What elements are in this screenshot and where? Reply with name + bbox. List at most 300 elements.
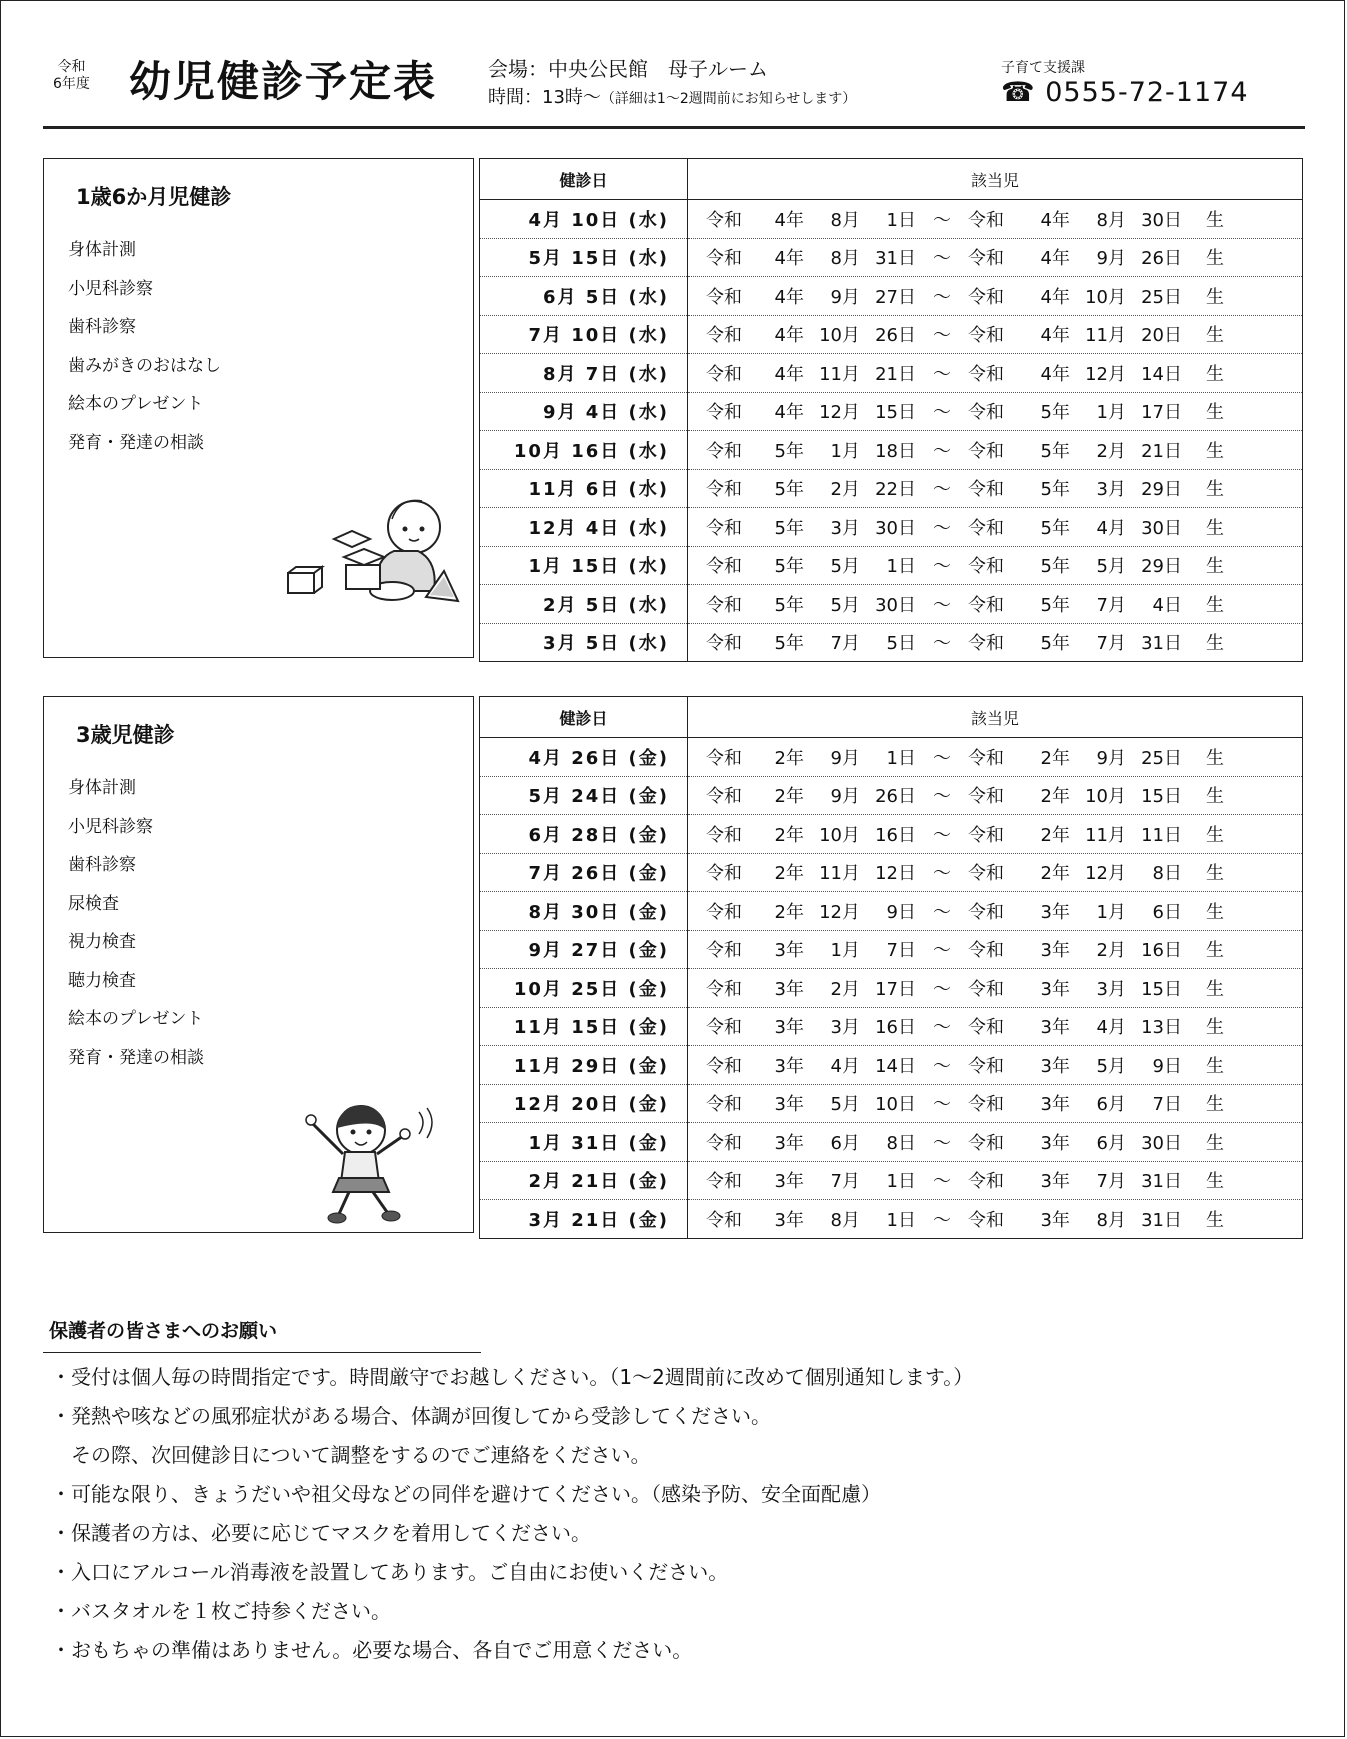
phone-number: 0555-72-1174: [1045, 77, 1249, 108]
from-part: 令和: [706, 1132, 742, 1154]
from-part: 3年: [774, 1094, 804, 1116]
department-label: 子育て支援課: [1001, 60, 1085, 76]
checkup-item: 小児科診察: [68, 816, 153, 837]
from-part: 令和: [706, 517, 742, 539]
range-separator: ～: [933, 978, 951, 1000]
eligible-range: [706, 1013, 1302, 1039]
from-part: 5日: [886, 633, 916, 655]
range-separator: ～: [933, 517, 951, 539]
from-part: 2年: [774, 901, 804, 923]
from-part: 2年: [774, 863, 804, 885]
eligible-range-cell: [688, 892, 1303, 931]
to-part: 17日: [1141, 402, 1182, 424]
range-separator: ～: [933, 479, 951, 501]
checkup-date-cell: 8月 7日 (水): [480, 354, 688, 393]
from-part: 令和: [706, 940, 742, 962]
phone-icon: ☎: [1001, 77, 1036, 108]
from-part: 10月: [819, 325, 860, 347]
table-row: [480, 815, 1303, 854]
year-label: 6年度: [53, 76, 90, 92]
from-part: 4年: [774, 286, 804, 308]
born-suffix: 生: [1206, 402, 1224, 424]
to-part: 令和: [968, 363, 1004, 385]
to-part: 2年: [1040, 863, 1070, 885]
notice-item: ・可能な限り、きょうだいや祖父母などの同伴を避けてください。（感染予防、安全面配慮）: [51, 1482, 881, 1506]
table-row: [480, 738, 1303, 777]
to-part: 8月: [1096, 1209, 1126, 1231]
born-suffix: 生: [1206, 786, 1224, 808]
born-suffix: 生: [1206, 824, 1224, 846]
eligible-range: [706, 244, 1302, 270]
from-part: 11月: [819, 363, 860, 385]
checkup-item: 発育・発達の相談: [68, 1047, 204, 1068]
range-separator: ～: [933, 440, 951, 462]
to-part: 令和: [968, 940, 1004, 962]
checkup-item: 身体計測: [68, 778, 136, 798]
checkup-date-cell: 8月 30日 (金): [480, 892, 688, 931]
from-part: 令和: [706, 786, 742, 808]
born-suffix: 生: [1206, 517, 1224, 539]
to-part: 令和: [968, 863, 1004, 885]
to-part: 4月: [1096, 1017, 1126, 1039]
checkup-date-cell: 10月 16日 (水): [480, 431, 688, 470]
col-header-target: 該当児: [688, 697, 1303, 738]
from-part: 3月: [830, 1017, 860, 1039]
from-part: 令和: [706, 594, 742, 616]
checkup-item: 絵本のプレゼント: [68, 1009, 204, 1029]
checkup-date-cell: 6月 5日 (水): [480, 277, 688, 316]
range-separator: ～: [933, 1094, 951, 1116]
to-part: 5年: [1040, 517, 1070, 539]
checkup-date-cell: 10月 25日 (金): [480, 969, 688, 1008]
from-part: 1日: [886, 209, 916, 231]
eligible-range: [706, 859, 1302, 885]
checkup-date-cell: 5月 24日 (金): [480, 776, 688, 815]
checkup-item: 発育・発達の相談: [68, 432, 204, 453]
from-part: 15日: [875, 402, 916, 424]
from-part: 令和: [706, 1094, 742, 1116]
checkup-date-cell: 9月 27日 (金): [480, 930, 688, 969]
from-part: 2月: [830, 479, 860, 501]
eligible-range-cell: [688, 1046, 1303, 1085]
to-part: 7月: [1096, 594, 1126, 616]
to-part: 2年: [1040, 824, 1070, 846]
born-suffix: 生: [1206, 747, 1224, 769]
table-row: [480, 623, 1303, 662]
from-part: 令和: [706, 863, 742, 885]
from-part: 令和: [706, 1017, 742, 1039]
from-part: 3年: [774, 1171, 804, 1193]
from-part: 26日: [875, 786, 916, 808]
from-part: 4年: [774, 363, 804, 385]
born-suffix: 生: [1206, 325, 1224, 347]
notice-item: その際、次回健診日について調整をするのでご連絡をください。: [51, 1443, 651, 1467]
eligible-range: [706, 821, 1302, 847]
to-part: 31日: [1141, 633, 1182, 655]
to-part: 4月: [1096, 517, 1126, 539]
eligible-range-cell: [688, 815, 1303, 854]
range-separator: ～: [933, 1209, 951, 1231]
to-part: 3年: [1040, 1055, 1070, 1077]
table-row: [480, 546, 1303, 585]
col-header-date: 健診日: [480, 159, 688, 200]
from-part: 令和: [706, 440, 742, 462]
time-note: （詳細は1～2週間前にお知らせします）: [600, 91, 857, 107]
checkup-item: 尿検査: [68, 893, 119, 914]
to-part: 令和: [968, 786, 1004, 808]
from-part: 11月: [819, 863, 860, 885]
from-part: 8日: [886, 1132, 916, 1154]
to-part: 3月: [1096, 978, 1126, 1000]
notice-item: ・受付は個人毎の時間指定です。時間厳守でお越しください。（1～2週間前に改めて個別通知します。）: [51, 1365, 974, 1389]
to-part: 令和: [968, 633, 1004, 655]
from-part: 令和: [706, 286, 742, 308]
to-part: 令和: [968, 402, 1004, 424]
notice-item: ・発熱や咳などの風邪症状がある場合、体調が回復してから受診してください。: [51, 1404, 771, 1428]
from-part: 3年: [774, 1055, 804, 1077]
eligible-range: [706, 629, 1302, 655]
to-part: 25日: [1141, 747, 1182, 769]
checkup-date-cell: 4月 10日 (水): [480, 200, 688, 239]
table-row: [480, 1084, 1303, 1123]
eligible-range: [706, 206, 1302, 232]
to-part: 30日: [1141, 209, 1182, 231]
checkup-date-cell: 2月 21日 (金): [480, 1161, 688, 1200]
toddler-blocks-illustration: [274, 479, 474, 614]
eligible-range: [706, 936, 1302, 962]
range-separator: ～: [933, 325, 951, 347]
table-row: [480, 277, 1303, 316]
checkup-item: 聴力検査: [68, 970, 136, 991]
from-part: 令和: [706, 209, 742, 231]
range-separator: ～: [933, 901, 951, 923]
range-separator: ～: [933, 824, 951, 846]
range-separator: ～: [933, 633, 951, 655]
to-part: 2年: [1040, 747, 1070, 769]
jumping-child-illustration: [299, 1092, 439, 1232]
from-part: 30日: [875, 594, 916, 616]
from-part: 9月: [830, 786, 860, 808]
to-part: 4年: [1040, 325, 1070, 347]
eligible-range-cell: [688, 354, 1303, 393]
from-part: 21日: [875, 363, 916, 385]
from-part: 4年: [774, 248, 804, 270]
era-label: 令和: [57, 59, 86, 75]
time-text: [488, 83, 856, 109]
eligible-range-cell: [688, 200, 1303, 239]
from-part: 1月: [830, 440, 860, 462]
checkup-item: 歯科診察: [68, 317, 136, 337]
table-row: [480, 315, 1303, 354]
to-part: 26日: [1141, 248, 1182, 270]
to-part: 8月: [1096, 209, 1126, 231]
checkup-date-cell: 11月 29日 (金): [480, 1046, 688, 1085]
born-suffix: 生: [1206, 209, 1224, 231]
from-part: 12月: [819, 402, 860, 424]
notice-underline: [43, 1352, 481, 1353]
to-part: 10月: [1085, 286, 1126, 308]
from-part: 3年: [774, 1132, 804, 1154]
from-part: 3年: [774, 978, 804, 1000]
to-part: 3年: [1040, 1209, 1070, 1231]
to-part: 令和: [968, 747, 1004, 769]
to-part: 令和: [968, 901, 1004, 923]
to-part: 令和: [968, 1132, 1004, 1154]
eligible-range-cell: [688, 585, 1303, 624]
to-part: 3年: [1040, 901, 1070, 923]
eligible-range-cell: [688, 1161, 1303, 1200]
to-part: 15日: [1141, 978, 1182, 1000]
from-part: 令和: [706, 747, 742, 769]
eligible-range: [706, 321, 1302, 347]
eligible-range: [706, 1206, 1302, 1232]
range-separator: ～: [933, 786, 951, 808]
from-part: 4年: [774, 209, 804, 231]
born-suffix: 生: [1206, 1171, 1224, 1193]
table-row: [480, 1046, 1303, 1085]
range-separator: ～: [933, 556, 951, 578]
to-part: 6日: [1152, 901, 1182, 923]
from-part: 2年: [774, 786, 804, 808]
eligible-range: [706, 283, 1302, 309]
from-part: 31日: [875, 248, 916, 270]
eligible-range-cell: [688, 546, 1303, 585]
from-part: 14日: [875, 1055, 916, 1077]
to-part: 11日: [1141, 824, 1182, 846]
to-part: 1月: [1096, 901, 1126, 923]
eligible-range: [706, 1167, 1302, 1193]
eligible-range: [706, 514, 1302, 540]
from-part: 18日: [875, 440, 916, 462]
checkup-date-cell: 2月 5日 (水): [480, 585, 688, 624]
table-row: [480, 930, 1303, 969]
to-part: 12月: [1085, 363, 1126, 385]
to-part: 令和: [968, 286, 1004, 308]
from-part: 令和: [706, 402, 742, 424]
to-part: 12月: [1085, 863, 1126, 885]
table-row: [480, 1161, 1303, 1200]
range-separator: ～: [933, 747, 951, 769]
from-part: 2月: [830, 978, 860, 1000]
from-part: 10月: [819, 824, 860, 846]
to-part: 9月: [1096, 248, 1126, 270]
to-part: 3年: [1040, 1094, 1070, 1116]
to-part: 3年: [1040, 1171, 1070, 1193]
to-part: 3月: [1096, 479, 1126, 501]
to-part: 14日: [1141, 363, 1182, 385]
to-part: 5年: [1040, 633, 1070, 655]
from-part: 12日: [875, 863, 916, 885]
checkup-date-cell: 11月 15日 (金): [480, 1007, 688, 1046]
from-part: 4年: [774, 325, 804, 347]
fiscal-year-label: [53, 59, 90, 93]
table-row: [480, 392, 1303, 431]
from-part: 5月: [830, 594, 860, 616]
checkup-item: 小児科診察: [68, 278, 153, 299]
from-part: 8月: [830, 209, 860, 231]
notice-item: ・おもちゃの準備はありません。必要な場合、各自でご用意ください。: [51, 1638, 693, 1662]
header-divider: [43, 126, 1305, 129]
to-part: 5年: [1040, 440, 1070, 462]
eligible-range-cell: [688, 1007, 1303, 1046]
from-part: 5年: [774, 479, 804, 501]
from-part: 5年: [774, 440, 804, 462]
from-part: 令和: [706, 1171, 742, 1193]
schedule-rows: [480, 738, 1303, 1239]
range-separator: ～: [933, 1132, 951, 1154]
checkup-items: [68, 769, 204, 1077]
from-part: 令和: [706, 556, 742, 578]
from-part: 9月: [830, 747, 860, 769]
to-part: 31日: [1141, 1171, 1182, 1193]
from-part: 令和: [706, 325, 742, 347]
to-part: 5年: [1040, 479, 1070, 501]
eligible-range: [706, 1129, 1302, 1155]
col-header-target: 該当児: [688, 159, 1303, 200]
from-part: 4月: [830, 1055, 860, 1077]
born-suffix: 生: [1206, 363, 1224, 385]
born-suffix: 生: [1206, 1055, 1224, 1077]
born-suffix: 生: [1206, 479, 1224, 501]
table-row: [480, 238, 1303, 277]
from-part: 16日: [875, 1017, 916, 1039]
to-part: 令和: [968, 824, 1004, 846]
to-part: 令和: [968, 1171, 1004, 1193]
range-separator: ～: [933, 1055, 951, 1077]
from-part: 30日: [875, 517, 916, 539]
born-suffix: 生: [1206, 594, 1224, 616]
from-part: 5月: [830, 556, 860, 578]
from-part: 6月: [830, 1132, 860, 1154]
checkup-item: 身体計測: [68, 240, 136, 260]
eligible-range: [706, 898, 1302, 924]
born-suffix: 生: [1206, 633, 1224, 655]
notice-item: ・入口にアルコール消毒液を設置してあります。ご自由にお使いください。: [51, 1560, 729, 1584]
eligible-range-cell: [688, 738, 1303, 777]
to-part: 2年: [1040, 786, 1070, 808]
eligible-range: [706, 552, 1302, 578]
notice-item: ・保護者の方は、必要に応じてマスクを着用してください。: [51, 1521, 591, 1545]
from-part: 9日: [886, 901, 916, 923]
checkup-item: 歯みがきのおはなし: [68, 355, 221, 376]
from-part: 令和: [706, 248, 742, 270]
from-part: 令和: [706, 1209, 742, 1231]
eligible-range: [706, 360, 1302, 386]
table-row: [480, 853, 1303, 892]
born-suffix: 生: [1206, 440, 1224, 462]
checkup-items: [68, 231, 221, 462]
table-row: [480, 1123, 1303, 1162]
table-row: [480, 1200, 1303, 1239]
from-part: 26日: [875, 325, 916, 347]
range-separator: ～: [933, 248, 951, 270]
from-part: 3年: [774, 940, 804, 962]
to-part: 令和: [968, 209, 1004, 231]
to-part: 3年: [1040, 1132, 1070, 1154]
table-row: [480, 431, 1303, 470]
eligible-range-cell: [688, 1084, 1303, 1123]
from-part: 2年: [774, 824, 804, 846]
to-part: 16日: [1141, 940, 1182, 962]
from-part: 5月: [830, 1094, 860, 1116]
from-part: 16日: [875, 824, 916, 846]
to-part: 13日: [1141, 1017, 1182, 1039]
to-part: 7日: [1152, 1094, 1182, 1116]
range-separator: ～: [933, 402, 951, 424]
table-row: [480, 200, 1303, 239]
time-main: 時間：13時～: [488, 87, 601, 108]
to-part: 11月: [1085, 824, 1126, 846]
from-part: 令和: [706, 633, 742, 655]
eligible-range: [706, 1090, 1302, 1116]
checkup-date-cell: 12月 4日 (水): [480, 508, 688, 547]
to-part: 9日: [1152, 1055, 1182, 1077]
eligible-range-cell: [688, 277, 1303, 316]
col-header-date: 健診日: [480, 697, 688, 738]
to-part: 令和: [968, 479, 1004, 501]
eligible-range: [706, 782, 1302, 808]
born-suffix: 生: [1206, 940, 1224, 962]
checkup-date-cell: 9月 4日 (水): [480, 392, 688, 431]
from-part: 3年: [774, 1017, 804, 1039]
to-part: 21日: [1141, 440, 1182, 462]
born-suffix: 生: [1206, 901, 1224, 923]
from-part: 令和: [706, 1055, 742, 1077]
to-part: 4年: [1040, 363, 1070, 385]
to-part: 20日: [1141, 325, 1182, 347]
from-part: 1日: [886, 747, 916, 769]
born-suffix: 生: [1206, 863, 1224, 885]
checkup-date-cell: 4月 26日 (金): [480, 738, 688, 777]
from-part: 令和: [706, 824, 742, 846]
table-row: [480, 585, 1303, 624]
eligible-range-cell: [688, 392, 1303, 431]
from-part: 5年: [774, 556, 804, 578]
table-row: [480, 776, 1303, 815]
to-part: 5年: [1040, 594, 1070, 616]
from-part: 1月: [830, 940, 860, 962]
to-part: 5年: [1040, 556, 1070, 578]
from-part: 7月: [830, 1171, 860, 1193]
to-part: 令和: [968, 325, 1004, 347]
eligible-range: [706, 975, 1302, 1001]
born-suffix: 生: [1206, 1209, 1224, 1231]
section-3year-info: [43, 696, 474, 1233]
schedule-table-18month: [479, 158, 1303, 662]
born-suffix: 生: [1206, 1017, 1224, 1039]
eligible-range-cell: [688, 469, 1303, 508]
from-part: 7日: [886, 940, 916, 962]
from-part: 3年: [774, 1209, 804, 1231]
page-title: 幼児健診予定表: [129, 57, 438, 106]
table-row: [480, 469, 1303, 508]
from-part: 5年: [774, 517, 804, 539]
to-part: 7月: [1096, 633, 1126, 655]
eligible-range: [706, 744, 1302, 770]
to-part: 令和: [968, 1209, 1004, 1231]
to-part: 11月: [1085, 325, 1126, 347]
from-part: 7月: [830, 633, 860, 655]
from-part: 2年: [774, 747, 804, 769]
checkup-item: 歯科診察: [68, 855, 136, 875]
phone-line: [1001, 77, 1249, 108]
checkup-date-cell: 7月 10日 (水): [480, 315, 688, 354]
eligible-range-cell: [688, 1200, 1303, 1239]
to-part: 3年: [1040, 1017, 1070, 1039]
to-part: 25日: [1141, 286, 1182, 308]
eligible-range: [706, 475, 1302, 501]
to-part: 31日: [1141, 1209, 1182, 1231]
